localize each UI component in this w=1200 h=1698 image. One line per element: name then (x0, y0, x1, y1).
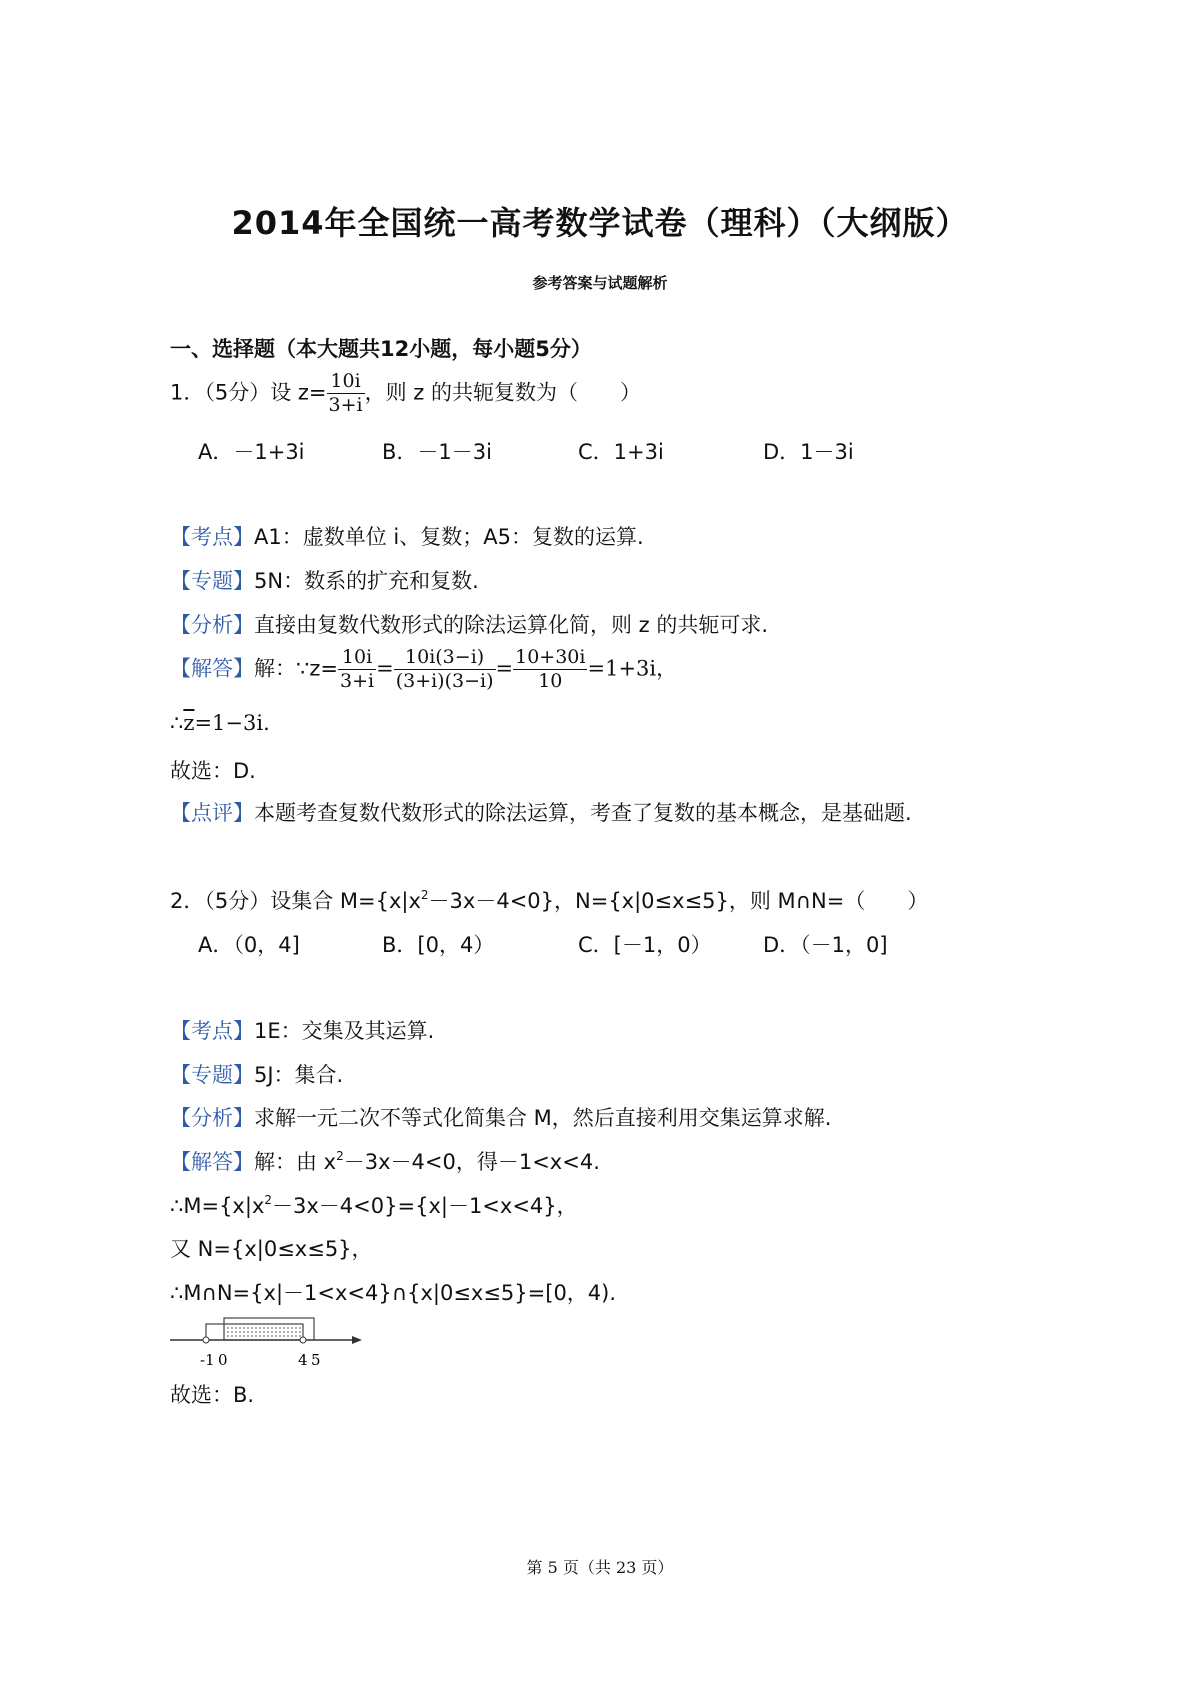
m-set-a: ∴M={x|x (170, 1194, 265, 1218)
q2-stem-a: 2．（5分）设集合 M={x|x (170, 889, 421, 913)
q2-option-a: A．（0，4] (198, 933, 300, 957)
therefore-rest: =1−3i. (194, 711, 270, 735)
q1-fenxi (170, 609, 768, 639)
q1-stem-suffix: ，则 z 的共轭复数为（ ） (364, 380, 641, 405)
page-footer: 第 5 页（共 23 页） (526, 1558, 674, 1577)
q2-zhuanti (170, 1059, 343, 1089)
jieda-sup: 2 (336, 1149, 344, 1163)
dianping-text: 本题考查复数代数形式的除法运算，考查了复数的基本概念，是基础题. (254, 801, 912, 825)
q1-frac-den: 3+i (328, 393, 363, 416)
tick-label-neg1: -1 (200, 1351, 215, 1369)
q2-stem-sup: 2 (420, 888, 429, 902)
jieda-frac-3-den: 10 (538, 669, 563, 692)
q2-m-set (170, 1190, 578, 1220)
q1-fraction (327, 370, 365, 417)
zhuanti-text: 5J：集合. (254, 1063, 344, 1087)
kaodian-text: 1E：交集及其运算. (254, 1019, 435, 1043)
q2-jieda (170, 1146, 600, 1176)
jieda-frac-1 (338, 646, 376, 693)
q1-option-a: A．－1+3i (198, 440, 305, 464)
jieda-prefix: 解：∵z= (254, 656, 338, 681)
jieda-frac-2-den: (3+i)(3−i) (395, 669, 494, 692)
open-point-right (300, 1337, 306, 1343)
jieda-frac-2-num: 10i(3−i) (394, 646, 496, 670)
axis-arrow (352, 1336, 362, 1344)
fenxi-tag: 【分析】 (170, 613, 254, 637)
tick-label-0: 0 (218, 1351, 228, 1369)
jieda-frac-3-num: 10+30i (515, 646, 586, 668)
m-set-sup: 2 (264, 1193, 273, 1207)
q2-stem-b: －3x－4<0}，N={x|0≤x≤5}，则 M∩N=（ ） (428, 889, 929, 913)
fenxi-tag: 【分析】 (170, 1106, 254, 1130)
q2-kaodian (170, 1015, 434, 1045)
q1-kaodian (170, 521, 644, 551)
q1-answer: 故选：D. (170, 759, 256, 783)
jieda-suffix: =1+3i， (587, 656, 678, 681)
q1-dianping (170, 797, 912, 827)
conjugate-z: $\overline{z}$ (183, 711, 195, 735)
q1-option-b: B．－1－3i (382, 440, 492, 464)
q1-stem (170, 370, 641, 417)
kaodian-tag: 【考点】 (170, 1019, 254, 1043)
q2-fenxi (170, 1102, 831, 1132)
number-line-figure (170, 1310, 370, 1372)
kaodian-text: A1：虚数单位 i、复数；A5：复数的运算. (254, 525, 644, 549)
zhuanti-text: 5N：数系的扩充和复数. (254, 569, 479, 593)
q2-option-d: D．（－1，0] (763, 933, 888, 957)
fenxi-text: 求解一元二次不等式化简集合 M，然后直接利用交集运算求解. (254, 1106, 832, 1130)
fenxi-text: 直接由复数代数形式的除法运算化简，则 z 的共轭可求. (254, 613, 769, 637)
q1-therefore (170, 711, 270, 735)
q1-frac-num: 10i (327, 370, 365, 394)
zhuanti-tag: 【专题】 (170, 569, 254, 593)
intersection-shading (225, 1326, 302, 1339)
jieda-b: －3x－4<0，得－1<x<4. (343, 1150, 600, 1174)
therefore-symbol: ∴ (170, 711, 184, 735)
jieda-frac-2 (394, 646, 496, 693)
q2-intersection: ∴M∩N={x|－1<x<4}∩{x|0≤x≤5}=[0，4). (170, 1281, 617, 1305)
q1-stem-prefix: 1．（5分）设 z= (170, 380, 327, 405)
q1-jieda: 【解答】解：∵z= $\frac{10i}{3+i}$ = $\frac{10i(3-i)}{(3+i)(3-i)}$ = $\frac{10+30i}{10}$ =1+3i， (170, 646, 678, 692)
dianping-tag: 【点评】 (170, 801, 254, 825)
jieda-a: 解：由 x (254, 1150, 337, 1174)
jieda-frac-1-den: 3+i (339, 669, 375, 692)
q1-zhuanti (170, 565, 479, 595)
doc-subtitle: 参考答案与试题解析 (532, 274, 668, 292)
jieda-frac-1-num: 10i (338, 646, 376, 670)
tick-label-4: 4 (298, 1351, 308, 1369)
q2-n-set: 又 N={x|0≤x≤5}， (170, 1237, 373, 1261)
section-heading: 一、选择题（本大题共12小题，每小题5分） (170, 337, 592, 361)
jieda-tag: 【解答】 (170, 656, 254, 681)
m-set-b: －3x－4<0}={x|－1<x<4}， (272, 1194, 578, 1218)
q1-option-d: D．1－3i (763, 440, 854, 464)
doc-title: 2014年全国统一高考数学试卷（理科）（大纲版） (231, 204, 969, 242)
q2-option-b: B．[0，4） (382, 933, 495, 957)
zhuanti-tag: 【专题】 (170, 1063, 254, 1087)
jieda-tag: 【解答】 (170, 1150, 254, 1174)
q2-answer: 故选：B. (170, 1383, 255, 1407)
tick-label-5: 5 (311, 1351, 321, 1369)
jieda-frac-3 (513, 646, 587, 693)
q1-option-c: C．1+3i (578, 440, 664, 464)
open-point-left (203, 1337, 209, 1343)
q2-stem (170, 885, 928, 915)
q2-option-c: C．[－1，0） (578, 933, 712, 957)
kaodian-tag: 【考点】 (170, 525, 254, 549)
